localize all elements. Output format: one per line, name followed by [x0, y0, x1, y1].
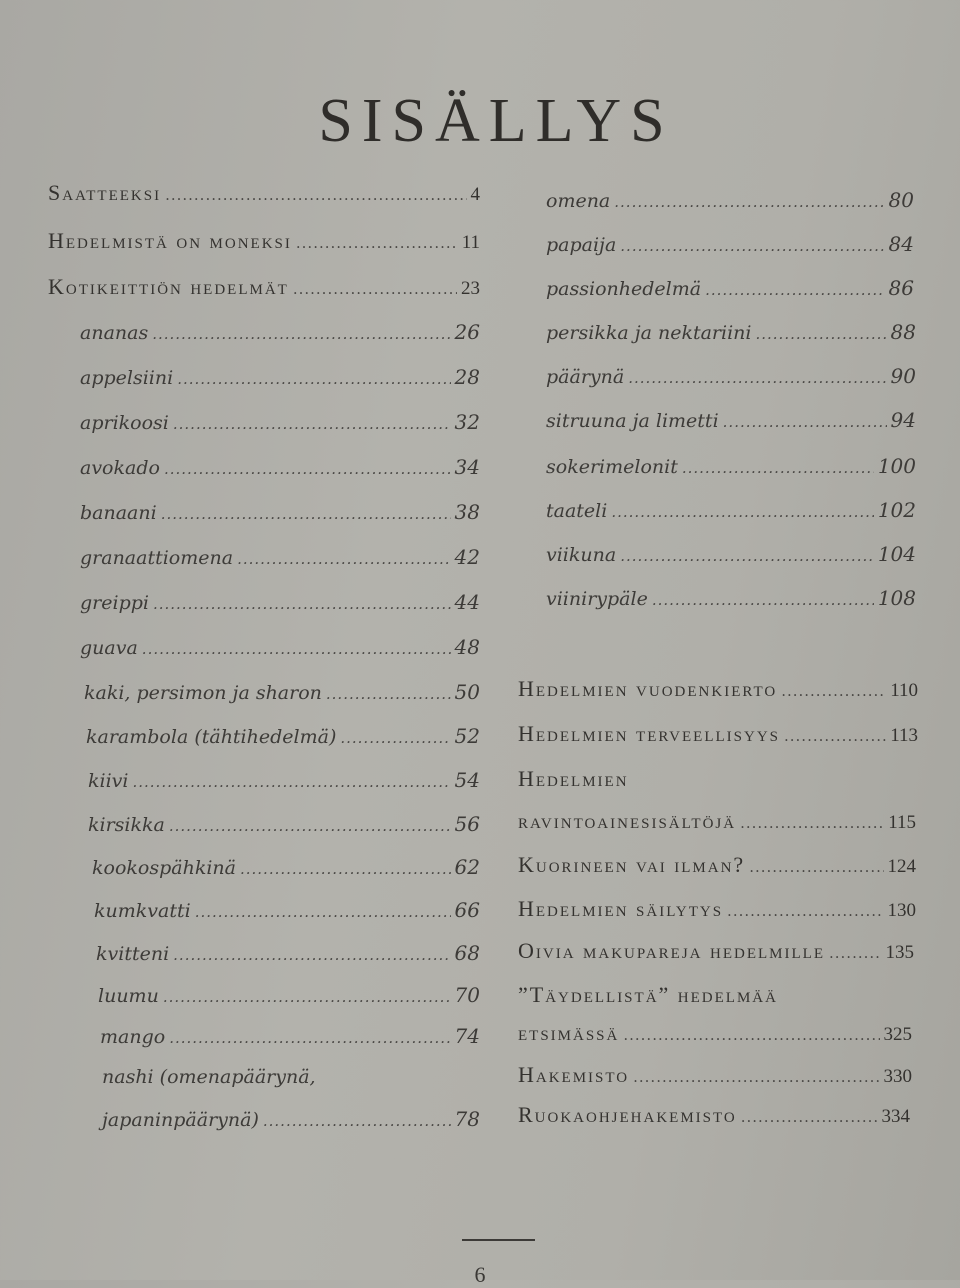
toc-entry-fruit[interactable] — [546, 498, 916, 522]
entry-page: 108 — [877, 586, 916, 610]
entry-label: mango — [100, 1026, 166, 1048]
entry-page: 90 — [890, 364, 916, 388]
dot-leader — [169, 1029, 450, 1047]
dot-leader — [173, 415, 451, 433]
entry-label: sokerimelonit — [546, 456, 678, 478]
entry-page: 102 — [877, 498, 916, 522]
toc-entry-saatteeksi[interactable] — [48, 180, 480, 206]
entry-page: 110 — [890, 680, 918, 701]
entry-page: 50 — [454, 680, 480, 704]
toc-entry-fruit[interactable] — [80, 545, 480, 569]
toc-entry-fruit[interactable] — [80, 500, 480, 524]
dot-leader — [727, 902, 883, 920]
entry-label: persikka ja nektariini — [546, 322, 752, 344]
toc-entry-fruit[interactable] — [80, 365, 480, 389]
entry-label: kiivi — [88, 770, 129, 792]
dot-leader — [784, 727, 886, 745]
entry-label: Saatteeksi — [48, 180, 162, 205]
toc-entry-fruit[interactable] — [546, 276, 914, 300]
entry-page: 86 — [888, 276, 914, 300]
dot-leader — [237, 550, 450, 568]
entry-page: 26 — [454, 320, 480, 344]
dot-leader — [293, 280, 457, 298]
dot-leader — [781, 682, 886, 700]
dot-leader — [153, 595, 451, 613]
toc-entry-fruit[interactable] — [80, 590, 480, 614]
dot-leader — [169, 817, 451, 835]
entry-page: 115 — [888, 812, 916, 833]
entry-label: aprikoosi — [80, 412, 169, 434]
entry-label: Hedelmien vuodenkierto — [518, 676, 778, 701]
entry-page: 38 — [454, 500, 480, 524]
dot-leader — [829, 944, 882, 962]
toc-entry-fruit[interactable] — [86, 724, 480, 748]
dot-leader — [623, 1026, 879, 1044]
dot-leader — [633, 1068, 879, 1086]
entry-page: 62 — [454, 855, 480, 879]
entry-page: 325 — [883, 1024, 912, 1045]
entry-page: 74 — [454, 1024, 480, 1048]
entry-page: 330 — [883, 1066, 912, 1087]
toc-entry-fruit[interactable] — [94, 898, 480, 922]
entry-label: päärynä — [546, 366, 625, 388]
footer-divider — [462, 1239, 535, 1241]
entry-page: 66 — [454, 898, 480, 922]
entry-page: 54 — [454, 768, 480, 792]
entry-page: 28 — [454, 365, 480, 389]
toc-entry-section[interactable] — [518, 896, 916, 922]
toc-entry-label-line1: ”Täydellistä” hedelmää — [518, 982, 778, 1007]
entry-label: Oivia makupareja hedelmille — [518, 938, 825, 963]
page-number: 6 — [474, 1262, 486, 1287]
entry-label: kookospähkinä — [92, 857, 236, 879]
entry-label: etsimässä — [518, 1020, 620, 1045]
dot-leader — [749, 858, 883, 876]
toc-entry-section[interactable] — [518, 1102, 910, 1128]
toc-entry-fruit[interactable] — [546, 408, 916, 432]
dot-leader — [620, 547, 874, 565]
toc-entry-fruit[interactable] — [100, 1024, 480, 1048]
toc-entry-fruit[interactable] — [98, 983, 480, 1007]
entry-label: sitruuna ja limetti — [546, 410, 719, 432]
entry-label: Hedelmien terveellisyys — [518, 721, 780, 746]
entry-label: ananas — [80, 322, 149, 344]
toc-entry-fruit[interactable] — [546, 586, 916, 610]
entry-page: 80 — [888, 188, 914, 212]
dot-leader — [161, 505, 451, 523]
entry-label: ravintoainesisältöjä — [518, 808, 737, 833]
entry-label: karambola (tähtihedelmä) — [86, 726, 337, 748]
entry-label: papaija — [546, 234, 617, 256]
entry-label: greippi — [80, 592, 149, 614]
dot-leader — [142, 640, 451, 658]
entry-page: 68 — [454, 941, 480, 965]
entry-label: appelsiini — [80, 367, 174, 389]
toc-entry-hedelmista-on-moneksi[interactable] — [48, 228, 480, 254]
toc-entry-fruit[interactable] — [546, 542, 916, 566]
entry-page: 32 — [454, 410, 480, 434]
toc-entry-fruit[interactable] — [80, 455, 480, 479]
toc-entry-section[interactable] — [518, 852, 916, 878]
entry-page: 48 — [454, 635, 480, 659]
entry-label: kvitteni — [96, 943, 170, 965]
toc-entry-kotikeittion-hedelmat[interactable] — [48, 274, 480, 300]
entry-label: kaki, persimon ja sharon — [84, 682, 322, 704]
entry-page: 4 — [470, 184, 480, 205]
toc-entry-fruit[interactable] — [88, 812, 480, 836]
entry-page: 42 — [454, 545, 480, 569]
entry-page: 334 — [881, 1106, 910, 1127]
entry-label: Kotikeittiön hedelmät — [48, 274, 289, 299]
entry-page: 70 — [454, 983, 480, 1007]
dot-leader — [326, 685, 451, 703]
toc-entry-fruit[interactable] — [84, 680, 480, 704]
entry-label: Hedelmistä on moneksi — [48, 228, 292, 253]
dot-leader — [652, 591, 874, 609]
toc-entry-fruit[interactable] — [546, 188, 914, 212]
entry-page: 23 — [461, 278, 480, 299]
entry-page: 11 — [461, 232, 480, 253]
toc-entry-section[interactable] — [518, 676, 918, 702]
dot-leader — [195, 903, 451, 921]
toc-entry-fruit[interactable] — [102, 1107, 480, 1131]
entry-label: kumkvatti — [94, 900, 191, 922]
toc-entry-fruit[interactable] — [80, 320, 480, 344]
entry-page: 124 — [887, 856, 916, 877]
toc-entry-fruit[interactable] — [92, 855, 480, 879]
entry-label: luumu — [98, 985, 159, 1007]
dot-leader — [723, 413, 887, 431]
entry-page: 56 — [454, 812, 480, 836]
dot-leader — [152, 325, 450, 343]
dot-leader — [741, 1108, 878, 1126]
toc-entry-section[interactable] — [518, 938, 914, 964]
entry-label: Ruokaohjehakemisto — [518, 1102, 737, 1127]
toc-entry-fruit[interactable] — [546, 232, 914, 256]
entry-page: 52 — [454, 724, 480, 748]
dot-leader — [340, 729, 450, 747]
dot-leader — [240, 860, 451, 878]
entry-label: kirsikka — [88, 814, 165, 836]
entry-page: 113 — [890, 725, 918, 746]
toc-entry-fruit[interactable] — [546, 320, 916, 344]
entry-label: banaani — [80, 502, 157, 524]
entry-label: passionhedelmä — [546, 278, 702, 300]
dot-leader — [164, 460, 451, 478]
dot-leader — [682, 459, 874, 477]
entry-page: 44 — [454, 590, 480, 614]
toc-entry-label-line1: Hedelmien — [518, 766, 629, 791]
entry-label: Hedelmien säilytys — [518, 896, 724, 921]
entry-label: Hakemisto — [518, 1062, 630, 1087]
entry-label: avokado — [80, 457, 160, 479]
toc-entry-section[interactable] — [518, 808, 916, 834]
dot-leader — [132, 773, 450, 791]
entry-page: 88 — [890, 320, 916, 344]
dot-leader — [620, 237, 884, 255]
dot-leader — [173, 946, 450, 964]
entry-page: 130 — [887, 900, 916, 921]
dot-leader — [165, 186, 466, 204]
entry-label: guava — [80, 637, 138, 659]
entry-page: 94 — [890, 408, 916, 432]
toc-entry-fruit[interactable] — [546, 364, 916, 388]
entry-label: Kuorineen vai ilman? — [518, 852, 746, 877]
entry-page: 78 — [454, 1107, 480, 1131]
toc-entry-label-line1: nashi (omenapäärynä, — [102, 1066, 316, 1088]
dot-leader — [740, 814, 884, 832]
toc-entry-fruit[interactable] — [80, 635, 480, 659]
entry-page: 34 — [454, 455, 480, 479]
dot-leader — [755, 325, 886, 343]
entry-label: viikuna — [546, 544, 617, 566]
page-title: SISÄLLYS — [318, 86, 674, 155]
entry-page: 104 — [877, 542, 916, 566]
entry-label: viinirypäle — [546, 588, 648, 610]
dot-leader — [163, 988, 451, 1006]
dot-leader — [296, 234, 458, 252]
entry-page: 84 — [888, 232, 914, 256]
entry-label: granaattiomena — [80, 547, 234, 569]
toc-entry-section[interactable] — [518, 1020, 912, 1046]
dot-leader — [611, 503, 873, 521]
entry-page: 100 — [877, 454, 916, 478]
entry-page: 135 — [885, 942, 914, 963]
toc-entry-fruit[interactable] — [546, 454, 916, 478]
dot-leader — [614, 193, 884, 211]
entry-label: japaninpäärynä) — [102, 1109, 259, 1131]
toc-entry-fruit[interactable] — [88, 768, 480, 792]
toc-entry-section[interactable] — [518, 721, 918, 747]
dot-leader — [177, 370, 450, 388]
dot-leader — [628, 369, 886, 387]
entry-label: taateli — [546, 500, 608, 522]
dot-leader — [705, 281, 884, 299]
toc-entry-section[interactable] — [518, 1062, 912, 1088]
dot-leader — [263, 1112, 451, 1130]
toc-entry-fruit[interactable] — [80, 410, 480, 434]
entry-label: omena — [546, 190, 611, 212]
toc-entry-fruit[interactable] — [96, 941, 480, 965]
